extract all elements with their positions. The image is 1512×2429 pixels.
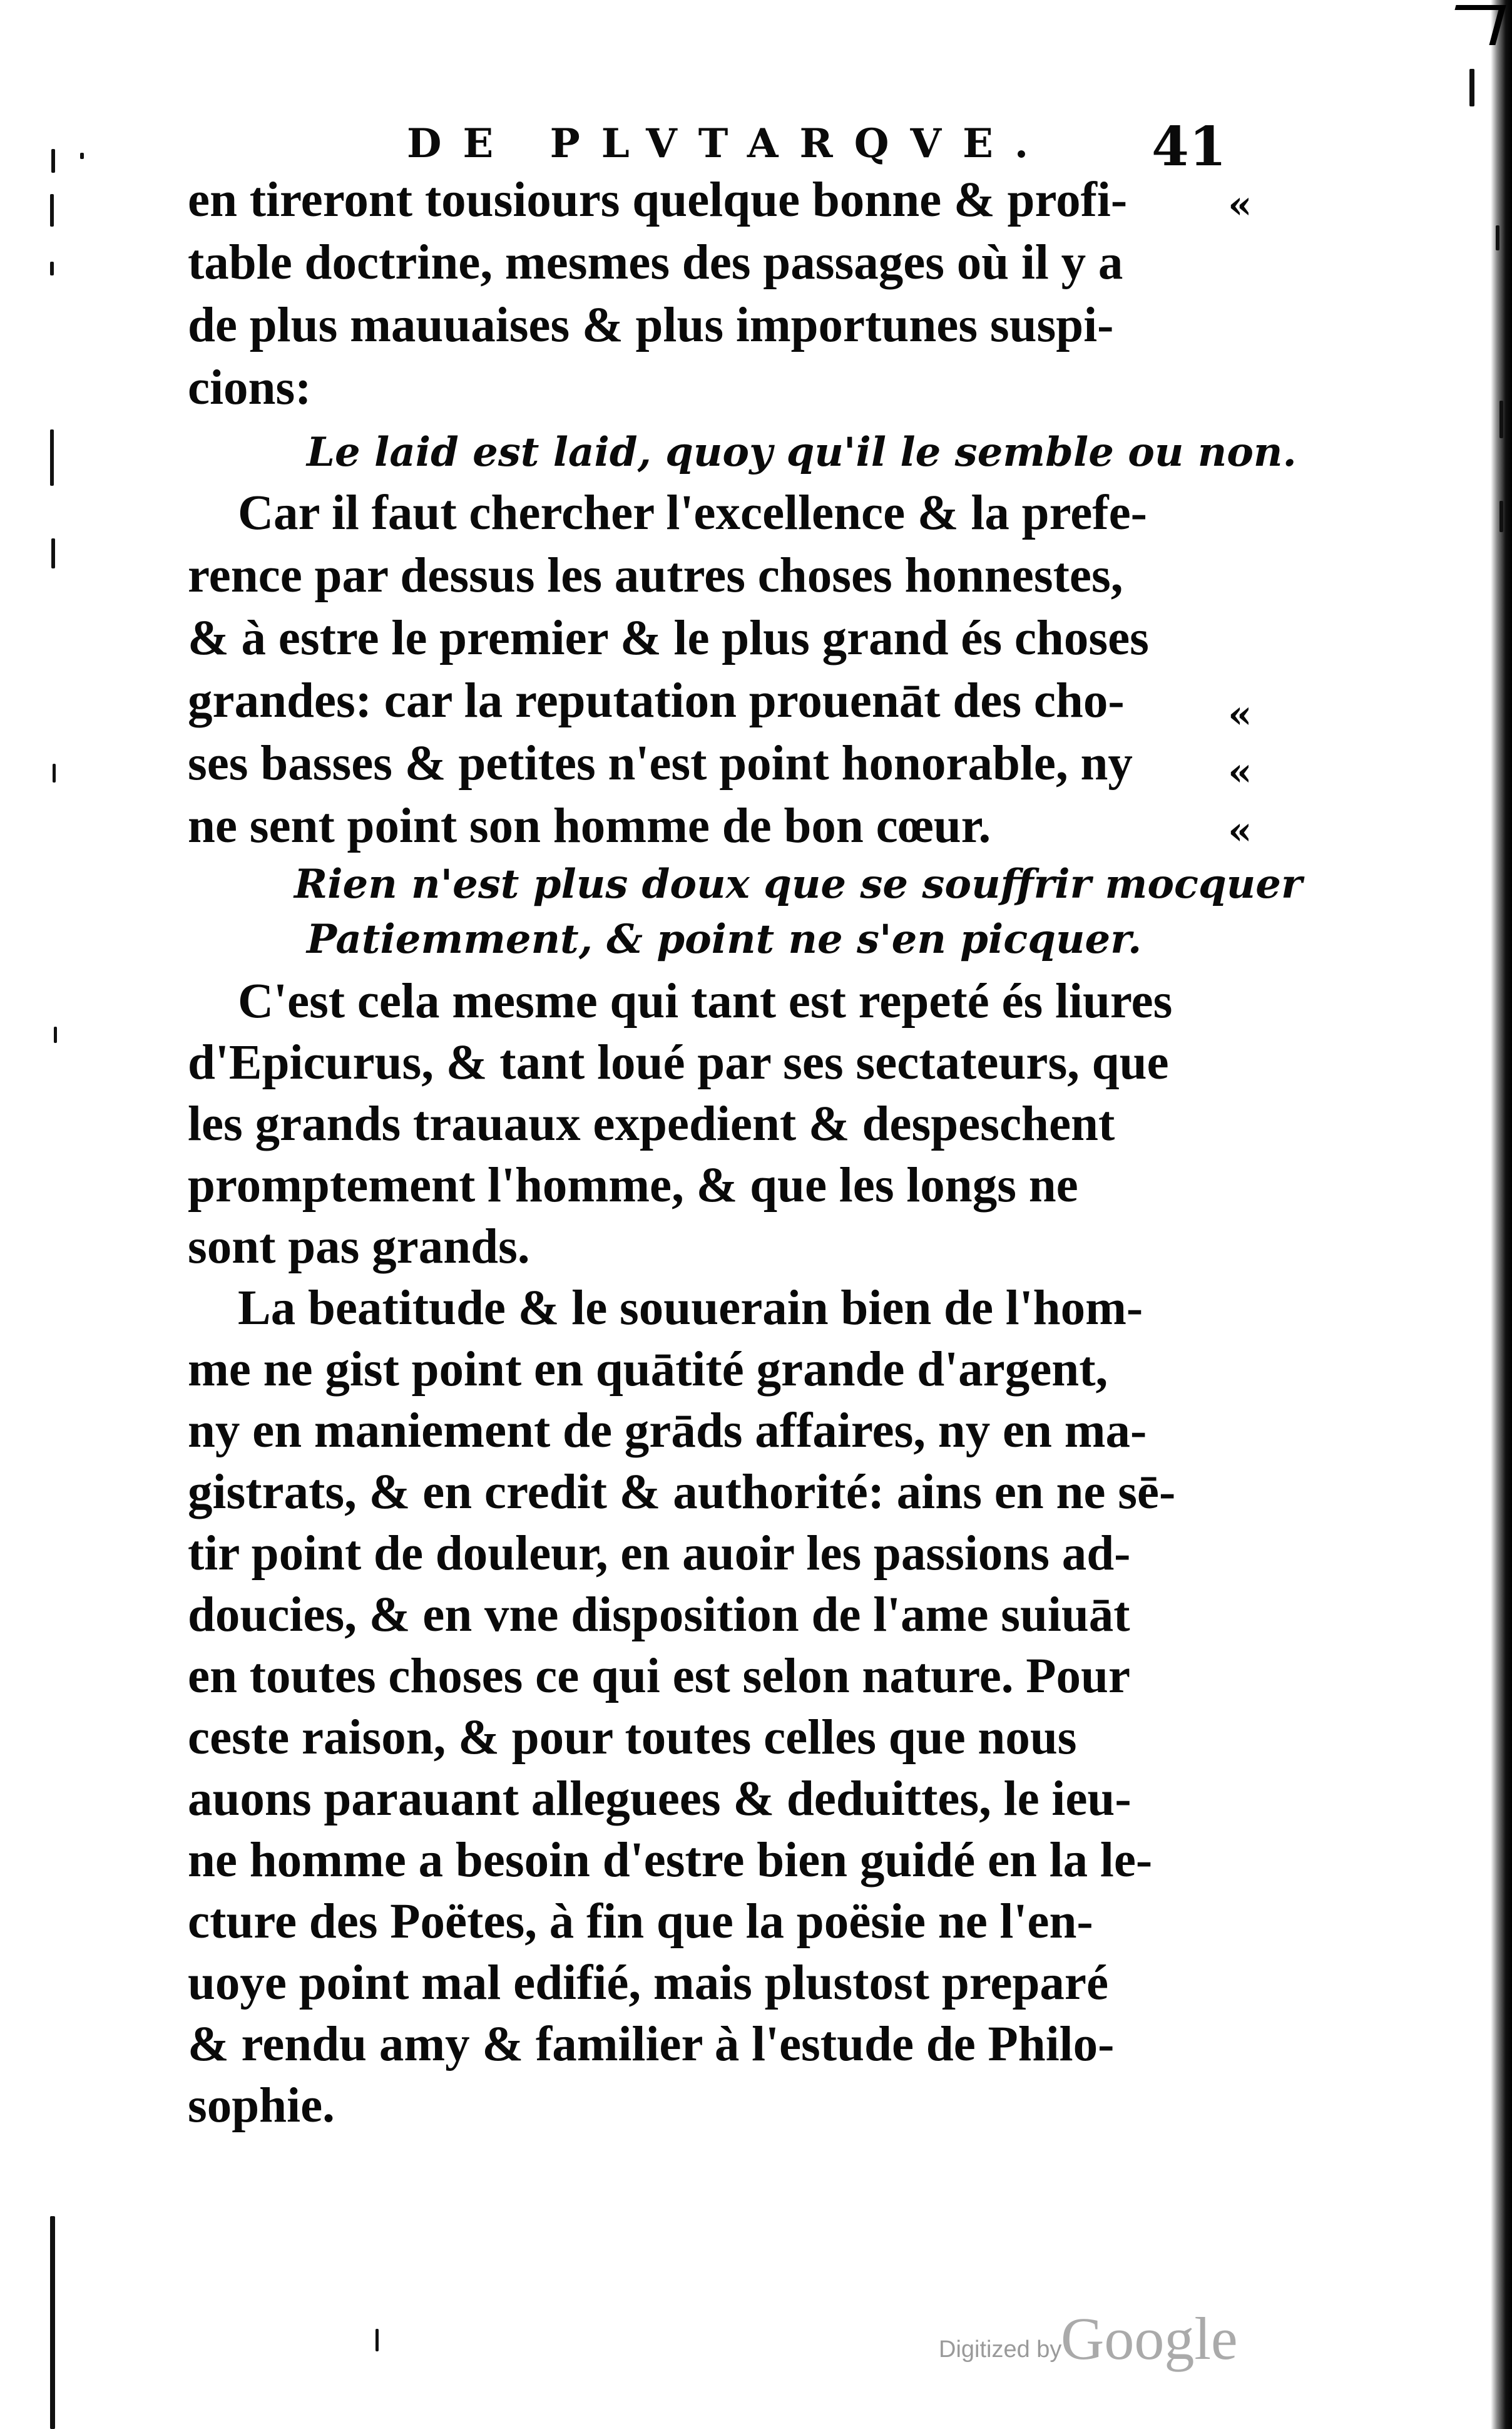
- text-line: ne homme a besoin d'estre bien guidé en la le-: [188, 1833, 1153, 1887]
- text-line: de plus mauuaises & plus importunes suspi-: [188, 298, 1114, 352]
- text-line: doucies, & en vne disposition de l'ame suiuāt: [188, 1588, 1130, 1642]
- margin-quote-mark: «: [1228, 691, 1252, 737]
- margin-speck: [53, 764, 56, 783]
- text-line: La beatitude & le souuerain bien de l'hom-: [238, 1281, 1143, 1335]
- page-number: 41: [1152, 115, 1227, 178]
- text-line: cions:: [188, 361, 312, 415]
- text-line: C'est cela mesme qui tant est repeté és liures: [238, 974, 1173, 1029]
- text-line: promptement l'homme, & que les longs ne: [188, 1158, 1078, 1213]
- text-line: Car il faut chercher l'excellence & la prefe-: [238, 486, 1147, 540]
- text-line: d'Epicurus, & tant loué par ses sectateurs, que: [188, 1035, 1169, 1090]
- margin-speck: [1496, 225, 1499, 250]
- text-line: gistrats, & en credit & authorité: ains en ne sē-: [188, 1465, 1176, 1519]
- margin-quote-mark: «: [1228, 808, 1252, 853]
- verse-line: Rien n'est plus doux que se souffrir mocquer: [294, 861, 1302, 908]
- text-line: & rendu amy & familier à l'estude de Philo-: [188, 2017, 1115, 2072]
- margin-speck: [50, 262, 54, 275]
- margin-speck: [51, 538, 55, 568]
- margin-speck: [375, 2329, 379, 2351]
- text-line: auons parauant alleguees & deduittes, le ieu-: [188, 1772, 1131, 1826]
- running-title: DE PLVTARQVE.: [407, 120, 1050, 167]
- text-line: grandes: car la reputation prouenāt des cho-: [188, 674, 1125, 728]
- text-line: en tireront tousiours quelque bonne & profi-: [188, 173, 1128, 227]
- running-head: [407, 115, 1227, 178]
- watermark-prefix: Digitized by: [939, 2336, 1062, 2363]
- text-line: en toutes choses ce qui est selon nature. Pour: [188, 1649, 1131, 1703]
- margin-speck: [51, 149, 55, 173]
- text-line: rence par dessus les autres choses honnestes,: [188, 548, 1123, 603]
- margin-quote-mark: «: [1228, 749, 1252, 794]
- text-line: me ne gist point en quātité grande d'argent,: [188, 1342, 1108, 1397]
- margin-speck: [50, 429, 54, 486]
- margin-quote-mark: «: [1228, 182, 1252, 227]
- text-line: & à estre le premier & le plus grand és choses: [188, 611, 1149, 665]
- text-line: ny en maniement de grāds affaires, ny en ma-: [188, 1404, 1147, 1458]
- text-line: cture des Poëtes, à fin que la poësie ne l'en-: [188, 1894, 1093, 1949]
- verse-line: Le laid est laid, quoy qu'il le semble ou non.: [307, 429, 1297, 476]
- scan-corner-mark: [1445, 5, 1506, 45]
- margin-speck: [50, 194, 54, 227]
- margin-speck: [50, 2216, 55, 2429]
- verse-line: Patiemment, & point ne s'en picquer.: [307, 916, 1142, 963]
- text-line: ne sent point son homme de bon cœur.: [188, 799, 991, 853]
- margin-speck: [1499, 501, 1503, 532]
- text-line: ceste raison, & pour toutes celles que nous: [188, 1710, 1077, 1765]
- text-line: ses basses & petites n'est point honorable, ny: [188, 736, 1133, 791]
- text-line: les grands trauaux expedient & despeschent: [188, 1097, 1115, 1151]
- margin-speck: [1469, 69, 1474, 106]
- margin-speck: [54, 1027, 57, 1043]
- google-logo: Google: [1061, 2305, 1238, 2372]
- margin-speck: [80, 153, 84, 159]
- text-line: sophie.: [188, 2078, 335, 2133]
- text-line: tir point de douleur, en auoir les passions ad-: [188, 1526, 1131, 1581]
- text-line: sont pas grands.: [188, 1220, 530, 1274]
- text-line: uoye point mal edifié, mais plustost preparé: [188, 1956, 1109, 2010]
- margin-speck: [1499, 401, 1503, 438]
- text-line: table doctrine, mesmes des passages où il y a: [188, 235, 1123, 290]
- page-edge-shadow: [1491, 0, 1512, 2429]
